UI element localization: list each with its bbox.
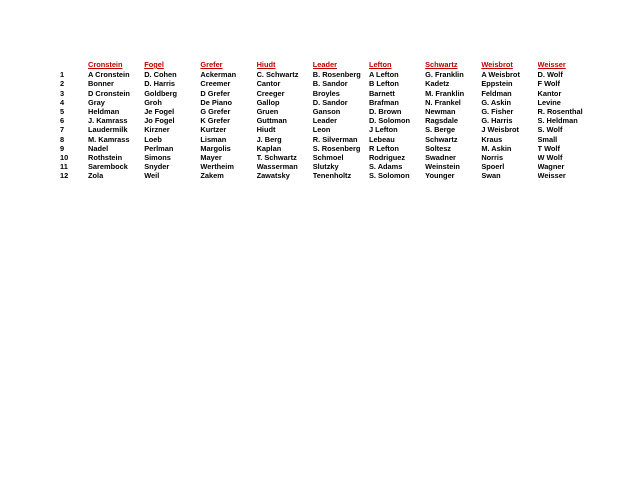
table-cell: Kaplan xyxy=(256,143,282,153)
table-cell: A Lefton xyxy=(368,70,399,80)
table-cell: G. Franklin xyxy=(425,70,464,80)
table-cell: Gray xyxy=(88,97,105,107)
table-cell: Jo Fogel xyxy=(144,116,175,126)
table-cell: Ganson xyxy=(312,107,341,117)
row-number: 2 xyxy=(60,79,65,89)
table-row xyxy=(58,70,594,79)
table-cell: B Lefton xyxy=(368,79,399,89)
table-cell: Soltesz xyxy=(425,143,451,153)
column-header: Lefton xyxy=(368,60,392,69)
table-cell: Mayer xyxy=(200,153,222,163)
table-cell: M. Askin xyxy=(481,143,512,153)
table-cell: D Cronstein xyxy=(88,88,130,98)
table-cell: Groh xyxy=(144,97,162,107)
row-number: 3 xyxy=(60,88,65,98)
table-cell: G Grefer xyxy=(200,107,231,117)
table-cell: Loeb xyxy=(144,134,162,144)
table-cell: S. Rosenberg xyxy=(312,143,361,153)
roster-table xyxy=(58,60,594,181)
row-number: 6 xyxy=(60,116,65,126)
table-cell: S. Berge xyxy=(425,125,456,135)
table-cell: Barnett xyxy=(368,88,395,98)
table-cell: D Grefer xyxy=(200,88,230,98)
table-row xyxy=(58,135,594,144)
table-cell: Lisman xyxy=(200,134,227,144)
table-cell: Simons xyxy=(144,153,171,163)
table-cell: B. Rosenberg xyxy=(312,70,361,80)
table-cell: R. Silverman xyxy=(312,134,358,144)
table-cell: F Wolf xyxy=(537,79,560,89)
table-cell: J. Kamrass xyxy=(88,116,128,126)
table-cell: G. Harris xyxy=(481,116,513,126)
spreadsheet xyxy=(58,60,640,181)
table-row xyxy=(58,107,594,116)
table-cell: S. Solomon xyxy=(368,171,410,181)
table-cell: J Lefton xyxy=(368,125,398,135)
table-row xyxy=(58,171,594,180)
table-row xyxy=(58,116,594,125)
table-cell: D. Brown xyxy=(368,107,402,117)
column-header: Cronstein xyxy=(88,60,123,69)
table-row xyxy=(58,144,594,153)
table-cell: T. Schwartz xyxy=(256,153,297,163)
table-cell: K Grefer xyxy=(200,116,230,126)
table-cell: Broyles xyxy=(312,88,340,98)
table-cell: Small xyxy=(537,134,558,144)
table-cell: A Weisbrot xyxy=(481,70,520,80)
table-cell: Levine xyxy=(537,97,561,107)
row-number: 11 xyxy=(60,162,68,172)
table-cell: J Weisbrot xyxy=(481,125,519,135)
table-cell: Nadel xyxy=(88,143,109,153)
column-header: Fogel xyxy=(144,60,164,69)
table-cell: Margolis xyxy=(200,143,231,153)
table-cell: D. Wolf xyxy=(537,70,563,80)
table-cell: R Lefton xyxy=(368,143,399,153)
header-row xyxy=(58,60,594,70)
table-cell: Lebeau xyxy=(368,134,395,144)
table-row xyxy=(58,162,594,171)
table-cell: D. Sandor xyxy=(312,97,348,107)
table-cell: Weinstein xyxy=(425,162,460,172)
table-cell: T Wolf xyxy=(537,143,560,153)
table-cell: M. Franklin xyxy=(425,88,465,98)
table-cell: G. Askin xyxy=(481,97,512,107)
table-cell: Gruen xyxy=(256,107,279,117)
table-cell: D. Harris xyxy=(144,79,175,89)
table-body xyxy=(58,70,594,180)
table-cell: Rothstein xyxy=(88,153,123,163)
table-cell: Tenenholtz xyxy=(312,171,352,181)
table-cell: Wasserman xyxy=(256,162,298,172)
table-cell: Gallop xyxy=(256,97,280,107)
table-cell: Weil xyxy=(144,171,160,181)
row-number: 1 xyxy=(60,70,65,80)
table-cell: Slutzky xyxy=(312,162,339,172)
column-header: Leader xyxy=(312,60,337,69)
table-cell: Hiudt xyxy=(256,125,276,135)
table-cell: Feldman xyxy=(481,88,512,98)
table-cell: Schmoel xyxy=(312,153,344,163)
column-header: Grefer xyxy=(200,60,223,69)
table-cell: Goldberg xyxy=(144,88,178,98)
table-cell: Norris xyxy=(481,153,504,163)
table-cell: Swan xyxy=(481,171,501,181)
row-number: 9 xyxy=(60,143,65,153)
table-row xyxy=(58,79,594,88)
table-cell: Ragsdale xyxy=(425,116,458,126)
row-number: 8 xyxy=(60,134,65,144)
table-cell: Perlman xyxy=(144,143,174,153)
table-cell: Kantor xyxy=(537,88,562,98)
table-cell: J. Berg xyxy=(256,134,282,144)
table-cell: Ackerman xyxy=(200,70,237,80)
row-number: 10 xyxy=(60,153,69,163)
table-cell: Je Fogel xyxy=(144,107,175,117)
table-cell: Kurtzer xyxy=(200,125,227,135)
table-cell: Younger xyxy=(425,171,455,181)
table-cell: Kraus xyxy=(481,134,503,144)
row-number: 7 xyxy=(60,125,65,135)
table-row xyxy=(58,153,594,162)
table-cell: Zola xyxy=(88,171,104,181)
table-cell: A Cronstein xyxy=(88,70,130,80)
table-cell: Brafman xyxy=(368,97,399,107)
table-row xyxy=(58,125,594,134)
table-cell: Wagner xyxy=(537,162,565,172)
table-cell: Eppstein xyxy=(481,79,513,89)
table-cell: C. Schwartz xyxy=(256,70,299,80)
table-cell: S. Adams xyxy=(368,162,403,172)
table-cell: Kadetz xyxy=(425,79,450,89)
table-cell: Leon xyxy=(312,125,331,135)
table-row xyxy=(58,89,594,98)
row-number: 4 xyxy=(60,97,65,107)
row-number: 5 xyxy=(60,107,65,117)
table-cell: M. Kamrass xyxy=(88,134,130,144)
table-cell: Guttman xyxy=(256,116,287,126)
table-cell: Leader xyxy=(312,116,337,126)
row-number-header xyxy=(58,60,88,70)
column-header: Weisbrot xyxy=(481,60,513,69)
table-cell: Laudermilk xyxy=(88,125,128,135)
table-cell: Spoerl xyxy=(481,162,505,172)
table-cell: Heldman xyxy=(88,107,120,117)
table-cell: D. Cohen xyxy=(144,70,177,80)
table-cell: Cantor xyxy=(256,79,281,89)
table-cell: Rodriguez xyxy=(368,153,406,163)
table-cell: De Piano xyxy=(200,97,232,107)
column-header: Weisser xyxy=(537,60,566,69)
row-number: 12 xyxy=(60,171,69,181)
table-cell: S. Heldman xyxy=(537,116,578,126)
table-cell: Zawatsky xyxy=(256,171,290,181)
table-cell: Kirzner xyxy=(144,125,170,135)
table-cell: Snyder xyxy=(144,162,170,172)
table-cell: B. Sandor xyxy=(312,79,348,89)
table-row xyxy=(58,98,594,107)
table-cell: N. Frankel xyxy=(425,97,461,107)
table-cell: S. Wolf xyxy=(537,125,563,135)
table-cell: Zakem xyxy=(200,171,224,181)
table-cell: W Wolf xyxy=(537,153,563,163)
table-cell: Wertheim xyxy=(200,162,234,172)
table-cell: D. Solomon xyxy=(368,116,410,126)
table-cell: Creeger xyxy=(256,88,285,98)
table-cell: Bonner xyxy=(88,79,114,89)
column-header: Schwartz xyxy=(425,60,458,69)
table-cell: G. Fisher xyxy=(481,107,514,117)
column-header: Hiudt xyxy=(256,60,276,69)
table-cell: R. Rosenthal xyxy=(537,107,583,117)
table-cell: Sarembock xyxy=(88,162,128,172)
table-cell: Creemer xyxy=(200,79,231,89)
table-cell: Schwartz xyxy=(425,134,458,144)
table-cell: Swadner xyxy=(425,153,456,163)
table-cell: Newman xyxy=(425,107,456,117)
table-cell: Weisser xyxy=(537,171,566,181)
